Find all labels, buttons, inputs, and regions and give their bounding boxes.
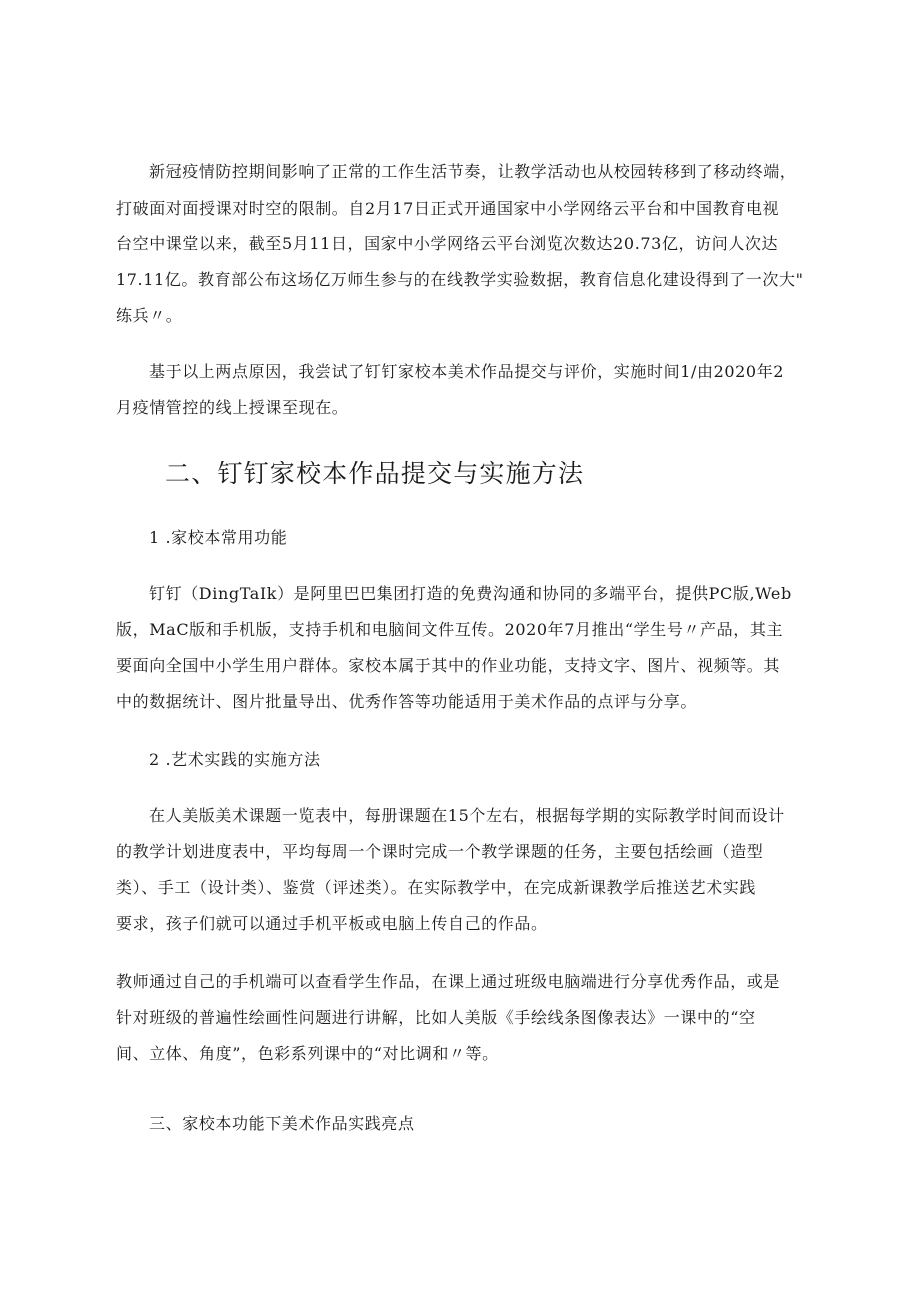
text-line: 钉钉（DingTaIk）是阿里巴巴集团打造的免费沟通和协同的多端平台，提供PC版,Web	[149, 584, 792, 603]
text-line: 版，MaC版和手机版，支持手机和电脑间文件互传。2020年7月推出“学生号〃产品，其主	[116, 620, 784, 639]
text-line: 针对班级的普遍性绘画性问题进行讲解，比如人美版《手绘线条图像表达》一课中的“空	[116, 1008, 756, 1027]
text-line: 要求，孩子们就可以通过手机平板或电脑上传自己的作品。	[116, 914, 548, 933]
text-line: 打破面对面授课对时空的限制。自2月17日正式开通国家中小学网络云平台和中国教育电视	[116, 199, 780, 218]
text-line: 在人美版美术课题一览表中，每册课题在15个左右，根据每学期的实际教学时间而设计	[149, 806, 785, 825]
text-line: 练兵〃。	[116, 306, 183, 325]
text-line: 台空中课堂以来，截至5月11日，国家中小学网络云平台浏览次数达20.73亿，访问人次达	[116, 234, 779, 253]
text-line: 17.11亿。教育部公布这场亿万师生参与的在线教学实验数据，教育信息化建设得到了一次大"	[116, 270, 804, 289]
text-line: 新冠疫情防控期间影响了正常的工作生活节奏，让教学活动也从校园转移到了移动终端，	[149, 162, 797, 181]
subheading: 1 .家校本常用功能	[149, 528, 288, 547]
text-line: 要面向全国中小学生用户群体。家校本属于其中的作业功能，支持文字、图片、视频等。其	[116, 656, 781, 675]
text-line: 教师通过自己的手机端可以查看学生作品，在课上通过班级电脑端进行分享优秀作品，或是	[116, 972, 781, 991]
text-line: 中的数据统计、图片批量导出、优秀作答等功能适用于美术作品的点评与分享。	[116, 692, 698, 711]
subheading: 2 .艺术实践的实施方法	[149, 750, 321, 769]
section-heading: 二、钉钉家校本作品提交与实施方法	[165, 459, 585, 488]
text-line: 间、立体、角度”，色彩系列课中的“对比调和〃等。	[116, 1044, 499, 1063]
section-heading: 三、家校本功能下美术作品实践亮点	[149, 1114, 415, 1133]
text-line: 基于以上两点原因，我尝试了钉钉家校本美术作品提交与评价，实施时间1/由2020年2	[149, 362, 785, 381]
text-line: 的教学计划进度表中，平均每周一个课时完成一个教学课题的任务，主要包括绘画（造型	[116, 842, 764, 861]
text-line: 类）、手工（设计类）、鉴赏（评述类）。在实际教学中，在完成新课教学后推送艺术实践	[116, 878, 757, 897]
text-line: 月疫情管控的线上授课至现在。	[116, 398, 349, 417]
